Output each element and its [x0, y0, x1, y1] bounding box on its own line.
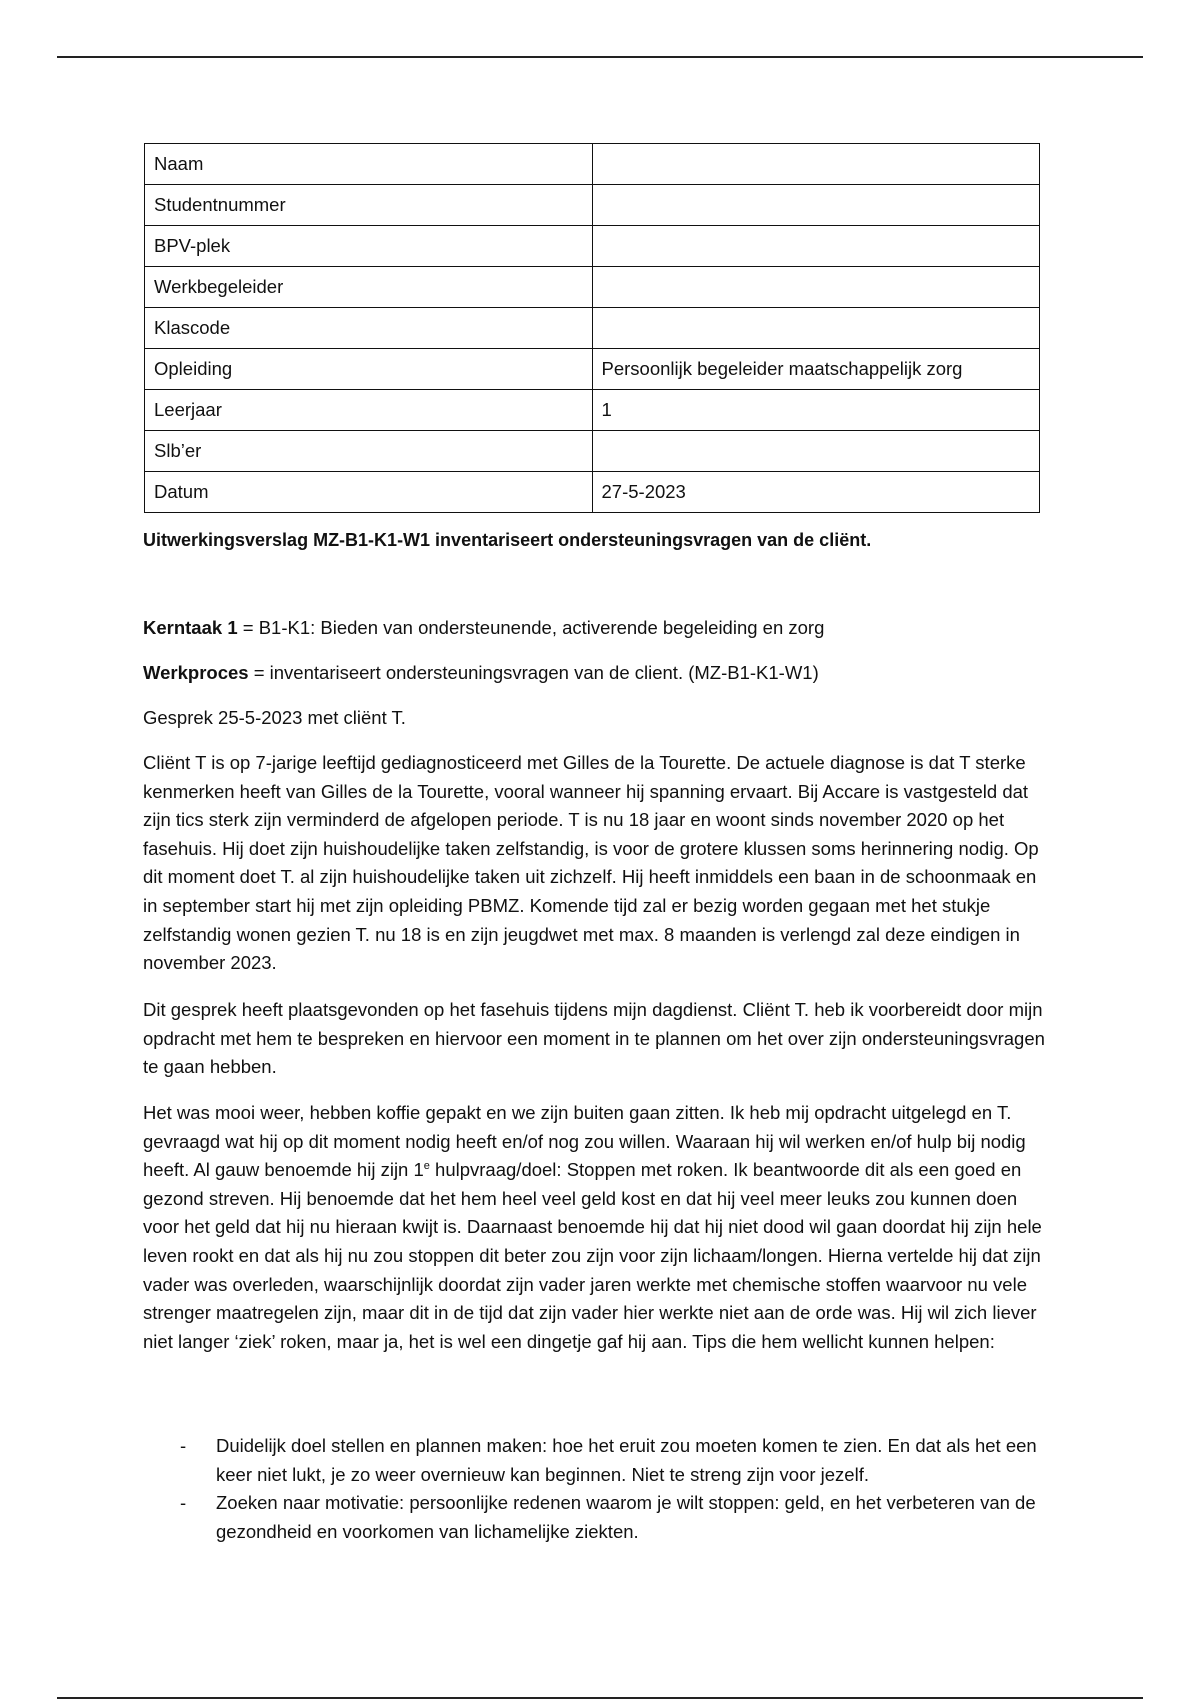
student-info-table: [144, 143, 1040, 513]
row-label: Werkbegeleider: [145, 267, 593, 308]
list-item-text: Zoeken naar motivatie: persoonlijke redenen waarom je wilt stoppen: geld, en het verbeteren van de gezondheid en voorkomen van lichamelijke ziekten.: [216, 1492, 1036, 1542]
row-value: [592, 431, 1040, 472]
header-rule: [57, 56, 1143, 58]
conversation-paragraph: [143, 1099, 1055, 1356]
table-row: [145, 390, 1040, 431]
row-value: [592, 144, 1040, 185]
table-row: [145, 431, 1040, 472]
tips-list: [143, 1432, 1055, 1546]
ordinal-superscript: e: [423, 1160, 430, 1173]
row-label: Leerjaar: [145, 390, 593, 431]
gesprek-line: Gesprek 25-5-2023 met cliënt T.: [143, 707, 406, 728]
list-item-text: Duidelijk doel stellen en plannen maken: hoe het eruit zou moeten komen te zien. En dat als het een keer niet lukt, je zo weer overnieuw kan beginnen. Niet te streng zijn voor jezelf.: [216, 1435, 1037, 1485]
table-row: [145, 185, 1040, 226]
list-dash: -: [180, 1492, 187, 1514]
list-dash: -: [180, 1435, 187, 1456]
footer-rule: [57, 1697, 1143, 1699]
row-value: [592, 226, 1040, 267]
row-label: Datum: [145, 472, 593, 513]
kerntaak-text: = B1-K1: Bieden van ondersteunende, activerende begeleiding en zorg: [237, 617, 825, 638]
table-row: [145, 267, 1040, 308]
table-row: [145, 472, 1040, 513]
table-row: [145, 349, 1040, 390]
row-value: [592, 185, 1040, 226]
kerntaak-label: Kerntaak 1: [143, 617, 238, 638]
row-value: [592, 308, 1040, 349]
list-item: [143, 1489, 1055, 1546]
table-row: [145, 308, 1040, 349]
row-value: 1: [592, 390, 1040, 431]
table-row: [145, 144, 1040, 185]
context-paragraph: Dit gesprek heeft plaatsgevonden op het fasehuis tijdens mijn dagdienst. Cliënt T. heb ik voorbereidt door mijn opdracht met hem te bespreken en hiervoor een moment in te plannen om het over zijn ondersteuningsvragen te gaan hebben.: [143, 999, 1045, 1078]
kerntaak-line: [143, 614, 1055, 643]
werkproces-label: Werkproces: [143, 662, 249, 683]
row-value: 27-5-2023: [592, 472, 1040, 513]
conversation-text-part1: Het was mooi weer, hebben koffie gepakt en we zijn buiten gaan zitten. Ik heb mij opdracht uitgelegd en T. gevraagd wat hij op dit moment nodig heeft en/of nog zou willen. Waaraan hij wil werken en/of hulp bij nodig heeft. Al gauw benoemde hij zijn 1: [143, 1102, 1026, 1181]
table-row: [145, 226, 1040, 267]
werkproces-line: [143, 659, 1055, 688]
row-value: Persoonlijk begeleider maatschappelijk zorg: [592, 349, 1040, 390]
list-item: [143, 1432, 1055, 1489]
werkproces-text: = inventariseert ondersteuningsvragen van de client. (MZ-B1-K1-W1): [248, 662, 819, 683]
row-label: Slb’er: [145, 431, 593, 472]
row-label: Naam: [145, 144, 593, 185]
row-label: Studentnummer: [145, 185, 593, 226]
conversation-text-part2: hulpvraag/doel: Stoppen met roken. Ik beantwoorde dit als een goed en gezond streven. Hij benoemde dat het hem heel veel geld kost en dat hij veel meer leuks zou kunnen doen voor het geld dat hij nu hieraan kwijt is. Daarnaast benoemde hij dat hij niet dood wil gaan doordat hij zijn hele leven rookt en dat als hij nu zou stoppen dit beter zou zijn voor zijn lichaam/longen. Hierna vertelde hij dat zijn vader was overleden, waarschijnlijk doordat zijn vader jaren werkte met chemische stoffen waarvoor nu vele strenger maatregelen zijn, maar dit in de tijd dat zijn vader hier werkte niet aan de orde was. Hij wil zich liever niet langer ‘ziek’ roken, maar ja, het is wel een dingetje gaf hij aan. Tips die hem wellicht kunnen helpen:: [143, 1159, 1042, 1352]
report-caption: Uitwerkingsverslag MZ-B1-K1-W1 inventariseert ondersteuningsvragen van de cliënt.: [143, 530, 872, 550]
row-label: Klascode: [145, 308, 593, 349]
row-label: Opleiding: [145, 349, 593, 390]
row-value: [592, 267, 1040, 308]
row-label: BPV-plek: [145, 226, 593, 267]
background-paragraph: Cliënt T is op 7-jarige leeftijd gediagnosticeerd met Gilles de la Tourette. De actuele diagnose is dat T sterke kenmerken heeft van Gilles de la Tourette, vooral wanneer hij spanning ervaart. Bij Accare is vastgesteld dat zijn tics sterk zijn verminderd de afgelopen periode. T is nu 18 jaar en woont sinds november 2020 op het fasehuis. Hij doet zijn huishoudelijke taken zelfstandig, is voor de grotere klussen soms herinnering nodig. Op dit moment doet T. al zijn huishoudelijke taken uit zichzelf. Hij heeft inmiddels een baan in de schoonmaak en in september start hij met zijn opleiding PBMZ. Komende tijd zal er bezig worden gegaan met het stukje zelfstandig wonen gezien T. nu 18 is en zijn jeugdwet met max. 8 maanden is verlengd zal deze eindigen in november 2023.: [143, 752, 1039, 974]
